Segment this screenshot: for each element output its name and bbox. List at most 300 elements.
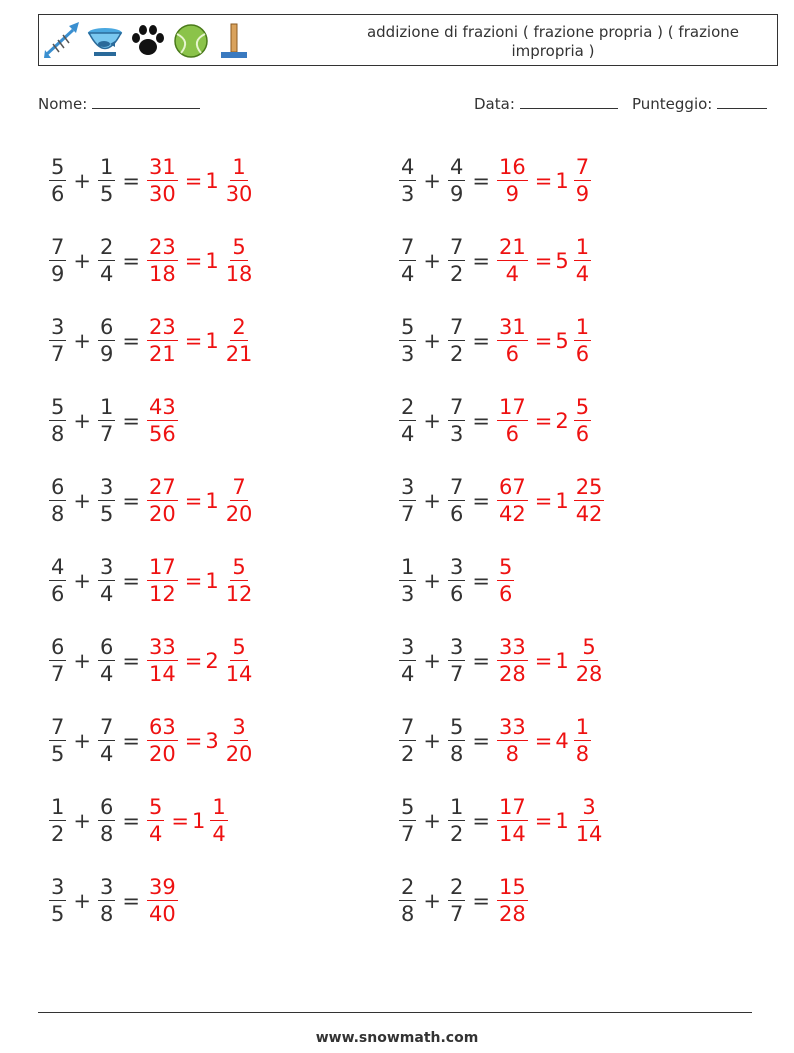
- sum-fraction: [497, 797, 528, 845]
- plus-sign: +: [423, 889, 441, 913]
- denominator: 18: [225, 262, 253, 286]
- denominator: 4: [212, 822, 226, 846]
- equals-sign: =: [534, 649, 553, 673]
- numerator: 5: [575, 395, 590, 419]
- denominator: 3: [401, 342, 415, 366]
- denominator: 3: [401, 582, 415, 606]
- denominator: 28: [575, 662, 603, 686]
- numerator: 3: [51, 315, 65, 339]
- addend-fraction: [98, 797, 115, 845]
- numerator: 3: [401, 475, 415, 499]
- problem-row: [45, 621, 262, 701]
- numerator: 1: [232, 155, 246, 179]
- numerator: 3: [99, 875, 114, 899]
- equals-sign: =: [122, 889, 140, 913]
- sum-fraction: [147, 317, 178, 365]
- numerator: 1: [51, 795, 65, 819]
- denominator: 28: [498, 902, 526, 926]
- problem-row: [395, 141, 612, 221]
- numerator: 3: [51, 875, 65, 899]
- addend-fraction: [399, 877, 416, 925]
- mixed-fraction: [574, 237, 591, 285]
- denominator: 5: [51, 742, 65, 766]
- denominator: 9: [575, 182, 590, 206]
- denominator: 6: [51, 182, 65, 206]
- numerator: 16: [498, 155, 526, 179]
- numerator: 1: [449, 795, 464, 819]
- denominator: 28: [498, 662, 526, 686]
- plus-sign: +: [73, 329, 91, 353]
- fish-skeleton-icon: [43, 20, 81, 60]
- mixed-whole: 3: [205, 729, 219, 753]
- sum-fraction: [147, 397, 178, 445]
- denominator: 5: [99, 182, 114, 206]
- mixed-fraction: [574, 797, 605, 845]
- numerator: 5: [232, 555, 246, 579]
- numerator: 3: [401, 635, 415, 659]
- sum-fraction: [497, 157, 528, 205]
- answer: [493, 477, 608, 525]
- equals-sign: =: [534, 809, 553, 833]
- numerator: 7: [449, 395, 464, 419]
- numerator: 2: [449, 875, 464, 899]
- plus-sign: +: [423, 729, 441, 753]
- numerator: 31: [148, 155, 176, 179]
- answer: [143, 797, 232, 845]
- header-icons: [43, 20, 253, 60]
- denominator: 4: [99, 742, 114, 766]
- numerator: 1: [401, 555, 415, 579]
- equals-sign: =: [472, 249, 490, 273]
- equals-sign: =: [472, 649, 490, 673]
- mixed-fraction: [224, 717, 255, 765]
- equals-sign: =: [472, 729, 490, 753]
- equals-sign: =: [472, 569, 490, 593]
- numerator: 2: [99, 235, 114, 259]
- equals-sign: =: [122, 649, 140, 673]
- denominator: 9: [505, 182, 520, 206]
- numerator: 5: [401, 315, 415, 339]
- addend-fraction: [49, 317, 66, 365]
- plus-sign: +: [73, 249, 91, 273]
- mixed-whole: 2: [205, 649, 219, 673]
- equals-sign: =: [184, 249, 203, 273]
- numerator: 5: [449, 715, 464, 739]
- numerator: 23: [148, 235, 176, 259]
- denominator: 2: [401, 742, 415, 766]
- denominator: 14: [225, 662, 253, 686]
- denominator: 4: [401, 422, 415, 446]
- mixed-whole: 1: [205, 249, 219, 273]
- denominator: 2: [449, 262, 464, 286]
- footer-divider: [38, 1012, 752, 1013]
- equals-sign: =: [534, 169, 553, 193]
- numerator: 7: [232, 475, 246, 499]
- problems-right-column: [395, 141, 612, 941]
- equals-sign: =: [472, 329, 490, 353]
- equals-sign: =: [122, 729, 140, 753]
- denominator: 20: [148, 742, 176, 766]
- numerator: 1: [99, 155, 114, 179]
- numerator: 5: [51, 395, 65, 419]
- numerator: 3: [449, 555, 464, 579]
- numerator: 6: [99, 635, 114, 659]
- numerator: 21: [498, 235, 526, 259]
- numerator: 6: [51, 475, 65, 499]
- sum-fraction: [147, 797, 164, 845]
- addend-fraction: [49, 477, 66, 525]
- mixed-whole: 4: [555, 729, 569, 753]
- addend-fraction: [448, 637, 465, 685]
- plus-sign: +: [73, 489, 91, 513]
- addend-fraction: [98, 237, 115, 285]
- plus-sign: +: [423, 489, 441, 513]
- denominator: 20: [225, 742, 253, 766]
- plus-sign: +: [73, 889, 91, 913]
- denominator: 9: [99, 342, 114, 366]
- problem-row: [45, 221, 262, 301]
- addend-fraction: [49, 237, 66, 285]
- numerator: 5: [51, 155, 65, 179]
- score-blank: [717, 94, 767, 109]
- denominator: 21: [148, 342, 176, 366]
- answer: [143, 477, 258, 525]
- addend-fraction: [399, 477, 416, 525]
- mixed-fraction: [574, 397, 591, 445]
- denominator: 8: [401, 902, 415, 926]
- addend-fraction: [98, 397, 115, 445]
- numerator: 63: [148, 715, 176, 739]
- plus-sign: +: [423, 249, 441, 273]
- equals-sign: =: [184, 649, 203, 673]
- numerator: 7: [401, 715, 415, 739]
- mixed-whole: 2: [555, 409, 569, 433]
- addend-fraction: [448, 237, 465, 285]
- answer: [493, 317, 595, 365]
- equals-sign: =: [534, 249, 553, 273]
- numerator: 7: [575, 155, 590, 179]
- addend-fraction: [98, 877, 115, 925]
- numerator: 43: [148, 395, 176, 419]
- denominator: 7: [51, 662, 65, 686]
- plus-sign: +: [73, 409, 91, 433]
- worksheet-header: [38, 14, 778, 66]
- denominator: 20: [148, 502, 176, 526]
- addend-fraction: [49, 557, 66, 605]
- addend-fraction: [49, 637, 66, 685]
- numerator: 1: [212, 795, 226, 819]
- denominator: 4: [401, 262, 415, 286]
- addend-fraction: [98, 317, 115, 365]
- addend-fraction: [98, 637, 115, 685]
- numerator: 4: [51, 555, 65, 579]
- denominator: 7: [449, 662, 464, 686]
- fish-bowl-icon: [86, 20, 124, 60]
- paw-print-icon: [129, 20, 167, 60]
- denominator: 2: [51, 822, 65, 846]
- problem-row: [395, 861, 612, 941]
- denominator: 4: [148, 822, 163, 846]
- numerator: 7: [449, 475, 464, 499]
- numerator: 5: [148, 795, 163, 819]
- addend-fraction: [399, 797, 416, 845]
- denominator: 20: [225, 502, 253, 526]
- equals-sign: =: [472, 169, 490, 193]
- equals-sign: =: [122, 809, 140, 833]
- name-field: [38, 94, 200, 113]
- addend-fraction: [448, 717, 465, 765]
- denominator: 8: [505, 742, 520, 766]
- equals-sign: =: [184, 169, 203, 193]
- mixed-whole: 1: [205, 569, 219, 593]
- numerator: 6: [51, 635, 65, 659]
- numerator: 3: [582, 795, 596, 819]
- date-field: [474, 94, 618, 113]
- problem-row: [45, 861, 262, 941]
- equals-sign: =: [122, 409, 140, 433]
- mixed-whole: 1: [205, 489, 219, 513]
- mixed-fraction: [574, 317, 591, 365]
- problem-row: [45, 781, 262, 861]
- worksheet-title: addizione di frazioni ( frazione propria ) ( frazione impropria ): [366, 23, 740, 60]
- name-label: Nome:: [38, 95, 88, 113]
- date-blank: [520, 94, 618, 109]
- mixed-whole: 1: [555, 169, 569, 193]
- numerator: 39: [148, 875, 176, 899]
- mixed-fraction: [574, 157, 591, 205]
- mixed-fraction: [574, 637, 605, 685]
- sum-fraction: [497, 237, 528, 285]
- answer: [493, 797, 608, 845]
- numerator: 31: [498, 315, 526, 339]
- denominator: 18: [148, 262, 176, 286]
- denominator: 6: [505, 342, 520, 366]
- answer: [143, 557, 258, 605]
- problem-row: [45, 541, 262, 621]
- equals-sign: =: [534, 409, 553, 433]
- problem-row: [45, 141, 262, 221]
- sum-fraction: [147, 717, 178, 765]
- equals-sign: =: [472, 489, 490, 513]
- answer: [143, 237, 258, 285]
- addend-fraction: [49, 877, 66, 925]
- plus-sign: +: [73, 169, 91, 193]
- denominator: 9: [51, 262, 65, 286]
- numerator: 1: [575, 715, 590, 739]
- denominator: 42: [498, 502, 526, 526]
- numerator: 27: [148, 475, 176, 499]
- addend-fraction: [448, 317, 465, 365]
- answer: [493, 557, 518, 605]
- answer: [493, 637, 608, 685]
- sum-fraction: [497, 477, 528, 525]
- denominator: 6: [505, 422, 520, 446]
- answer: [493, 157, 595, 205]
- numerator: 7: [51, 715, 65, 739]
- denominator: 14: [575, 822, 603, 846]
- numerator: 5: [401, 795, 415, 819]
- denominator: 7: [401, 502, 415, 526]
- numerator: 5: [232, 235, 246, 259]
- numerator: 4: [449, 155, 464, 179]
- equals-sign: =: [472, 809, 490, 833]
- addend-fraction: [49, 157, 66, 205]
- denominator: 4: [505, 262, 520, 286]
- numerator: 23: [148, 315, 176, 339]
- denominator: 56: [148, 422, 176, 446]
- sum-fraction: [497, 877, 528, 925]
- mixed-fraction: [210, 797, 227, 845]
- denominator: 6: [51, 582, 65, 606]
- sum-fraction: [147, 237, 178, 285]
- denominator: 7: [99, 422, 114, 446]
- denominator: 5: [99, 502, 114, 526]
- mixed-whole: 1: [555, 809, 569, 833]
- numerator: 5: [232, 635, 246, 659]
- denominator: 4: [99, 662, 114, 686]
- addend-fraction: [399, 397, 416, 445]
- sum-fraction: [497, 317, 528, 365]
- plus-sign: +: [73, 729, 91, 753]
- numerator: 15: [498, 875, 526, 899]
- cat-scratcher-icon: [215, 20, 253, 60]
- denominator: 6: [449, 502, 464, 526]
- mixed-fraction: [574, 717, 591, 765]
- numerator: 33: [498, 635, 526, 659]
- date-label: Data:: [474, 95, 515, 113]
- denominator: 6: [575, 422, 590, 446]
- denominator: 30: [148, 182, 176, 206]
- addend-fraction: [448, 477, 465, 525]
- numerator: 2: [232, 315, 246, 339]
- numerator: 5: [582, 635, 596, 659]
- addend-fraction: [98, 157, 115, 205]
- numerator: 33: [498, 715, 526, 739]
- answer: [493, 237, 595, 285]
- numerator: 17: [498, 395, 526, 419]
- problems-left-column: [45, 141, 262, 941]
- denominator: 7: [401, 822, 415, 846]
- denominator: 30: [225, 182, 253, 206]
- numerator: 2: [401, 395, 415, 419]
- sum-fraction: [147, 157, 178, 205]
- numerator: 3: [99, 555, 114, 579]
- denominator: 21: [225, 342, 253, 366]
- addend-fraction: [49, 397, 66, 445]
- plus-sign: +: [73, 569, 91, 593]
- mixed-whole: 5: [555, 329, 569, 353]
- mixed-whole: 1: [555, 489, 569, 513]
- numerator: 7: [449, 315, 464, 339]
- equals-sign: =: [184, 569, 203, 593]
- denominator: 3: [449, 422, 464, 446]
- mixed-whole: 1: [555, 649, 569, 673]
- mixed-whole: 1: [191, 809, 206, 833]
- addend-fraction: [448, 157, 465, 205]
- answer: [143, 397, 182, 445]
- answer: [493, 877, 532, 925]
- mixed-fraction: [224, 157, 255, 205]
- denominator: 12: [148, 582, 176, 606]
- denominator: 5: [51, 902, 65, 926]
- denominator: 8: [51, 422, 65, 446]
- answer: [143, 157, 258, 205]
- numerator: 33: [148, 635, 176, 659]
- equals-sign: =: [534, 729, 553, 753]
- numerator: 6: [99, 795, 114, 819]
- addend-fraction: [448, 397, 465, 445]
- numerator: 1: [575, 235, 590, 259]
- problem-row: [395, 381, 612, 461]
- denominator: 42: [575, 502, 603, 526]
- addend-fraction: [399, 557, 416, 605]
- denominator: 6: [498, 582, 513, 606]
- mixed-fraction: [224, 477, 255, 525]
- denominator: 6: [449, 582, 464, 606]
- equals-sign: =: [122, 249, 140, 273]
- denominator: 8: [51, 502, 65, 526]
- numerator: 17: [498, 795, 526, 819]
- problem-row: [395, 621, 612, 701]
- numerator: 7: [51, 235, 65, 259]
- mixed-whole: 1: [205, 329, 219, 353]
- equals-sign: =: [472, 889, 490, 913]
- equals-sign: =: [122, 329, 140, 353]
- plus-sign: +: [423, 329, 441, 353]
- numerator: 1: [99, 395, 114, 419]
- numerator: 2: [401, 875, 415, 899]
- addend-fraction: [399, 717, 416, 765]
- plus-sign: +: [423, 569, 441, 593]
- equals-sign: =: [534, 329, 553, 353]
- denominator: 3: [401, 182, 415, 206]
- mixed-fraction: [224, 637, 255, 685]
- problem-row: [395, 781, 612, 861]
- equals-sign: =: [472, 409, 490, 433]
- problem-row: [45, 301, 262, 381]
- denominator: 8: [575, 742, 590, 766]
- addend-fraction: [448, 557, 465, 605]
- mixed-whole: 1: [205, 169, 219, 193]
- footer-url: www.snowmath.com: [315, 1030, 479, 1046]
- problem-row: [45, 381, 262, 461]
- score-field: [632, 94, 767, 113]
- denominator: 4: [575, 262, 590, 286]
- numerator: 5: [498, 555, 513, 579]
- plus-sign: +: [73, 809, 91, 833]
- numerator: 7: [99, 715, 114, 739]
- equals-sign: =: [122, 169, 140, 193]
- addend-fraction: [399, 317, 416, 365]
- problem-row: [45, 461, 262, 541]
- plus-sign: +: [423, 169, 441, 193]
- denominator: 4: [99, 582, 114, 606]
- denominator: 9: [449, 182, 464, 206]
- denominator: 14: [498, 822, 526, 846]
- equals-sign: =: [534, 489, 553, 513]
- sum-fraction: [147, 637, 178, 685]
- tennis-ball-icon: [172, 20, 210, 60]
- sum-fraction: [147, 877, 178, 925]
- sum-fraction: [497, 717, 528, 765]
- denominator: 8: [99, 902, 114, 926]
- addend-fraction: [98, 557, 115, 605]
- mixed-fraction: [224, 557, 255, 605]
- numerator: 3: [232, 715, 246, 739]
- answer: [143, 637, 258, 685]
- denominator: 2: [449, 822, 464, 846]
- name-blank: [92, 94, 200, 109]
